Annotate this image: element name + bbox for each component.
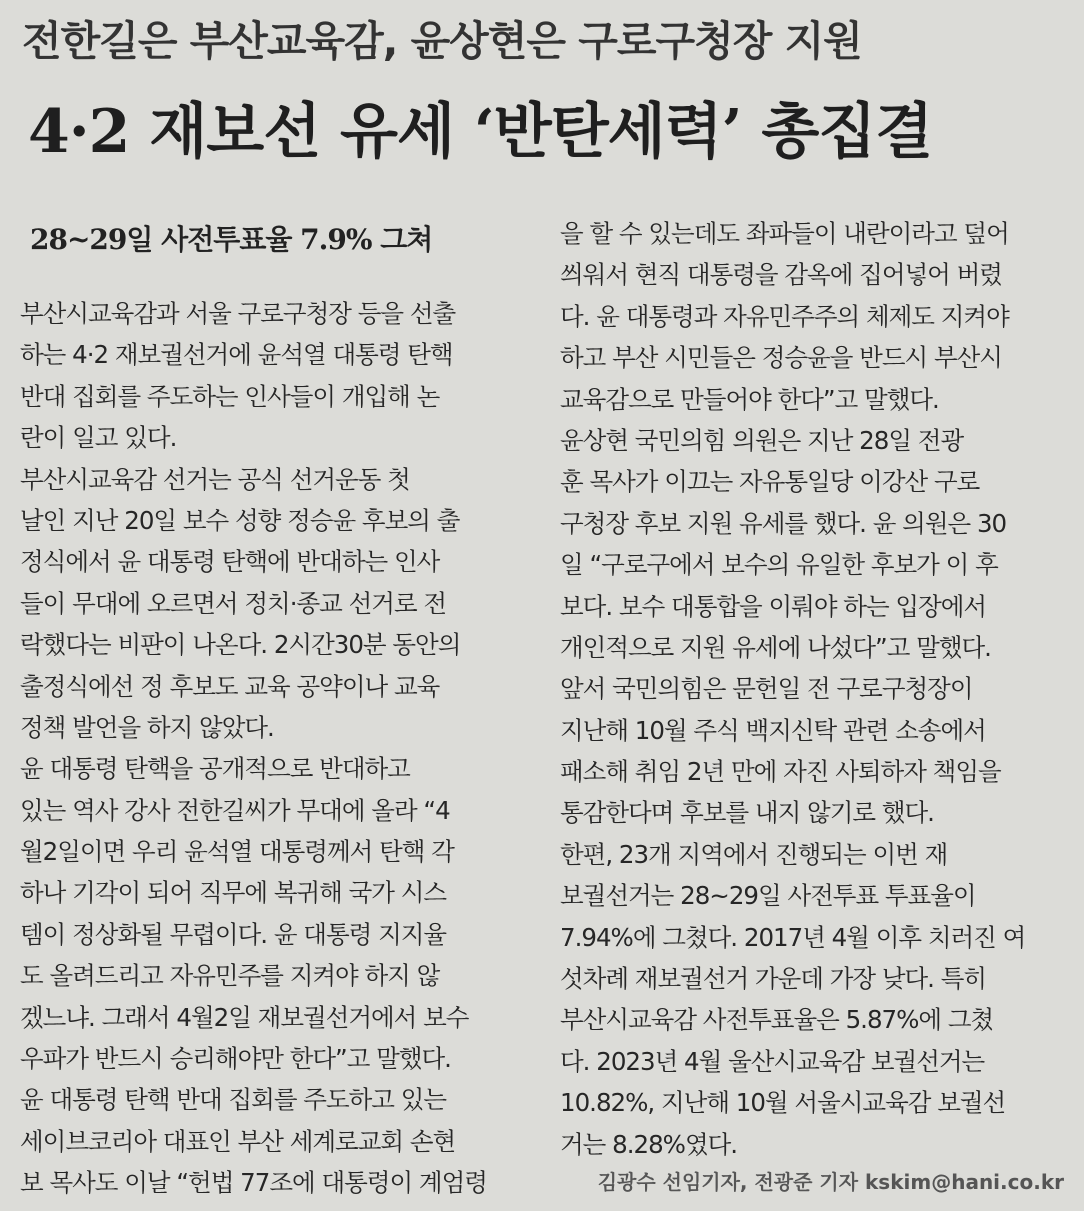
text-line: 부산시교육감과 서울 구로구청장 등을 선출 xyxy=(20,299,456,328)
text-line: 하는 4·2 재보궐선거에 윤석열 대통령 탄핵 xyxy=(20,340,453,370)
text-line: 겠느냐. 그래서 4월2일 재보궐선거에서 보수 xyxy=(20,1002,469,1032)
text-line: 보궐선거는 28~29일 사전투표 투표율이 xyxy=(560,881,976,911)
text-line: 을 할 수 있는데도 좌파들이 내란이라고 덮어 xyxy=(560,219,1009,248)
text-line: 월2일이면 우리 윤석열 대통령께서 탄핵 각 xyxy=(20,837,454,867)
text-line: 앞서 국민의힘은 문헌일 전 구로구청장이 xyxy=(560,674,973,704)
right-column xyxy=(560,213,1065,1165)
kicker-title: 전한길은 부산교육감, 윤상현은 구로구청장 지원 xyxy=(22,17,862,65)
text-line: 10.82%, 지난해 10월 서울시교육감 보궐선 xyxy=(560,1088,1006,1118)
text-line: 들이 무대에 오르면서 정치·종교 선거로 전 xyxy=(20,588,447,618)
headline: 4·2 재보선 유세 ‘반탄세력’ 총집결 xyxy=(28,97,933,167)
text-line: 교육감으로 만들어야 한다”고 말했다. xyxy=(560,384,939,414)
text-line: 윤상현 국민의힘 의원은 지난 28일 전광 xyxy=(560,425,964,455)
text-line: 란이 일고 있다. xyxy=(20,423,177,453)
text-line: 하고 부산 시민들은 정승윤을 반드시 부산시 xyxy=(560,343,1002,373)
text-line: 구청장 후보 지원 유세를 했다. 윤 의원은 30 xyxy=(560,508,1007,538)
byline: 김광수 선임기자, 전광준 기자 kskim@hani.co.kr xyxy=(597,1170,1064,1194)
text-line: 한편, 23개 지역에서 진행되는 이번 재 xyxy=(560,839,948,869)
text-line: 도 올려드리고 자유민주를 지켜야 하지 않 xyxy=(20,961,440,991)
text-line: 세이브코리아 대표인 부산 세계로교회 손현 xyxy=(20,1126,456,1156)
text-line: 출정식에선 정 후보도 교육 공약이나 교육 xyxy=(20,671,440,701)
left-column xyxy=(20,293,530,1204)
text-line: 다. 2023년 4월 울산시교육감 보궐선거는 xyxy=(560,1046,985,1076)
text-line: 락했다는 비판이 나온다. 2시간30분 동안의 xyxy=(20,630,461,660)
text-line: 우파가 반드시 승리해야만 한다”고 말했다. xyxy=(20,1044,451,1074)
text-line: 7.94%에 그쳤다. 2017년 4월 이후 치러진 여 xyxy=(560,922,1026,952)
text-line: 보다. 보수 대통합을 이뤄야 하는 입장에서 xyxy=(560,591,987,621)
text-line: 템이 정상화될 무렵이다. 윤 대통령 지지율 xyxy=(20,919,447,949)
text-line: 거는 8.28%였다. xyxy=(560,1129,738,1159)
subheadline: 28~29일 사전투표율 7.9% 그쳐 xyxy=(30,223,433,256)
text-line: 부산시교육감 선거는 공식 선거운동 첫 xyxy=(20,464,410,494)
text-line: 보 목사도 이날 “헌법 77조에 대통령이 계엄령 xyxy=(20,1168,487,1198)
text-line: 부산시교육감 사전투표율은 5.87%에 그쳤 xyxy=(560,1005,994,1035)
text-line: 윤 대통령 탄핵을 공개적으로 반대하고 xyxy=(20,754,410,784)
text-line: 씌워서 현직 대통령을 감옥에 집어넣어 버렸 xyxy=(560,260,1002,290)
text-line: 일 “구로구에서 보수의 유일한 후보가 이 후 xyxy=(560,550,998,580)
text-line: 훈 목사가 이끄는 자유통일당 이강산 구로 xyxy=(560,467,980,497)
text-line: 있는 역사 강사 전한길씨가 무대에 올라 “4 xyxy=(20,795,450,825)
text-line: 통감한다며 후보를 내지 않기로 했다. xyxy=(560,798,934,828)
text-line: 패소해 취임 2년 만에 자진 사퇴하자 책임을 xyxy=(560,757,1001,787)
text-line: 섯차례 재보궐선거 가운데 가장 낮다. 특히 xyxy=(560,964,987,994)
text-line: 개인적으로 지원 유세에 나섰다”고 말했다. xyxy=(560,632,991,662)
text-line: 다. 윤 대통령과 자유민주주의 체제도 지켜야 xyxy=(560,301,1009,331)
text-line: 날인 지난 20일 보수 성향 정승윤 후보의 출 xyxy=(20,505,460,535)
text-line: 반대 집회를 주도하는 인사들이 개입해 논 xyxy=(20,381,440,411)
text-line: 정식에서 윤 대통령 탄핵에 반대하는 인사 xyxy=(20,547,440,577)
text-line: 하나 기각이 되어 직무에 복귀해 국가 시스 xyxy=(20,878,447,908)
text-line: 정책 발언을 하지 않았다. xyxy=(20,712,274,742)
text-line: 윤 대통령 탄핵 반대 집회를 주도하고 있는 xyxy=(20,1085,447,1115)
text-line: 지난해 10월 주식 백지신탁 관련 소송에서 xyxy=(560,715,986,745)
